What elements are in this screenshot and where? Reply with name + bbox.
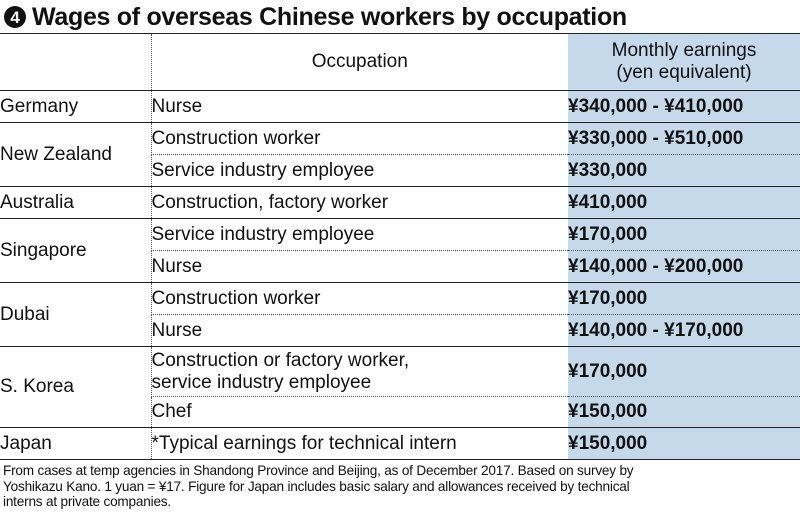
footnote-line3: interns at private companies.: [3, 494, 171, 509]
occupation-cell: Service industry employee: [151, 219, 568, 251]
earnings-cell: ¥170,000: [568, 283, 800, 315]
footnote: [3, 463, 795, 510]
country-cell: Japan: [0, 428, 151, 460]
country-cell: S. Korea: [0, 347, 151, 428]
occupation-column-header: Occupation: [151, 34, 568, 91]
footnote-line2: Yoshikazu Kano. 1 yuan = ¥17. Figure for Japan includes basic salary and allowances received by technical: [3, 478, 630, 494]
wages-table: [0, 33, 800, 460]
earnings-column-header: [568, 34, 800, 91]
earnings-cell: ¥410,000: [568, 187, 800, 219]
table-row: [0, 347, 800, 397]
earnings-cell: ¥330,000 - ¥510,000: [568, 123, 800, 155]
table-row: [0, 219, 800, 251]
occupation-cell: Construction worker: [151, 283, 568, 315]
occupation-line2: service industry employee: [151, 371, 372, 393]
table-row: [0, 187, 800, 219]
header-row: [0, 34, 800, 91]
country-cell: Dubai: [0, 283, 151, 347]
earnings-header-line1: Monthly earnings: [611, 40, 757, 61]
earnings-cell: ¥140,000 - ¥200,000: [568, 251, 800, 283]
footnote-line1: From cases at temp agencies in Shandong Province and Beijing, as of December 2017. Based on survey by: [3, 463, 634, 478]
earnings-cell: ¥330,000: [568, 155, 800, 187]
occupation-cell: Chef: [151, 397, 568, 428]
occupation-cell: *Typical earnings for technical intern: [151, 428, 568, 460]
occupation-cell: Nurse: [151, 91, 568, 123]
earnings-cell: ¥340,000 - ¥410,000: [568, 91, 800, 123]
country-cell: Australia: [0, 187, 151, 219]
occupation-cell: Nurse: [151, 251, 568, 283]
earnings-header-line2: (yen equivalent): [616, 62, 752, 83]
country-column-header: [0, 34, 151, 91]
country-cell: Germany: [0, 91, 151, 123]
chart-title: [4, 2, 627, 32]
number-badge-icon: 4: [4, 6, 26, 28]
country-cell: New Zealand: [0, 123, 151, 187]
occupation-cell: Nurse: [151, 315, 568, 347]
occupation-cell: Construction, factory worker: [151, 187, 568, 219]
earnings-cell: ¥150,000: [568, 428, 800, 460]
country-cell: Singapore: [0, 219, 151, 283]
table-row: [0, 428, 800, 460]
occupation-cell: [151, 347, 568, 397]
occupation-cell: Service industry employee: [151, 155, 568, 187]
occupation-line1: Construction or factory worker,: [151, 349, 410, 371]
table-row: [0, 123, 800, 155]
earnings-cell: ¥140,000 - ¥170,000: [568, 315, 800, 347]
earnings-cell: ¥170,000: [568, 347, 800, 397]
earnings-cell: ¥150,000: [568, 397, 800, 428]
earnings-cell: ¥170,000: [568, 219, 800, 251]
title-text: Wages of overseas Chinese workers by occupation: [32, 2, 627, 31]
table-row: [0, 91, 800, 123]
table-row: [0, 283, 800, 315]
occupation-cell: Construction worker: [151, 123, 568, 155]
